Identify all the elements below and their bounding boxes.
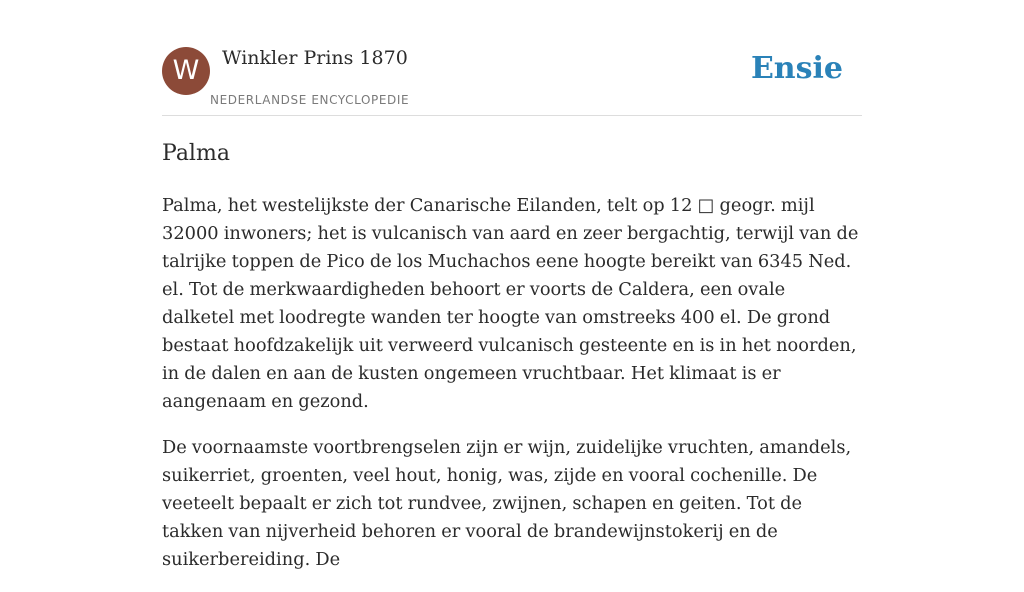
article-body [162, 192, 862, 592]
article-page [162, 0, 862, 570]
source-title-link[interactable]: Winkler Prins 1870 [222, 47, 408, 69]
source-subtitle: NEDERLANDSE ENCYCLOPEDIE [210, 93, 410, 107]
source-avatar[interactable]: W [162, 47, 210, 95]
article-paragraph-2: De voornaamste voortbrengselen zijn er wijn, zuidelijke vruchten, amandels, suikerriet, groenten, veel hout, honig, was, zijde en vooral cochenille. De veeteelt bepaalt er zich tot rundvee, zwijnen, schapen en geiten. Tot de takken van nijverheid behoren er vooral de brandewijnstokerij en de suikerbereiding. De [162, 437, 852, 570]
header-divider [162, 115, 862, 116]
article-paragraph-1: Palma, het westelijkste der Canarische Eilanden, telt op 12 □ geogr. mijl 32000 inwoners; het is vulcanisch van aard en zeer bergachtig, terwijl van de talrijke toppen de Pico de los Muchachos eene hoogte bereikt van 6345 Ned. el. Tot de merkwaardigheden behoort er voorts de Caldera, een ovale dalketel met loodregte wanden ter hoogte van omstreeks 400 el. De grond bestaat hoofdzakelijk uit verweerd vulcanisch gesteente en is in het noorden, in de dalen en aan de kusten ongemeen vruchtbaar. Het klimaat is er aangenaam en gezond. [162, 195, 859, 412]
article-title: Palma [162, 141, 230, 166]
ensie-logo-link[interactable]: Ensie [750, 51, 843, 86]
